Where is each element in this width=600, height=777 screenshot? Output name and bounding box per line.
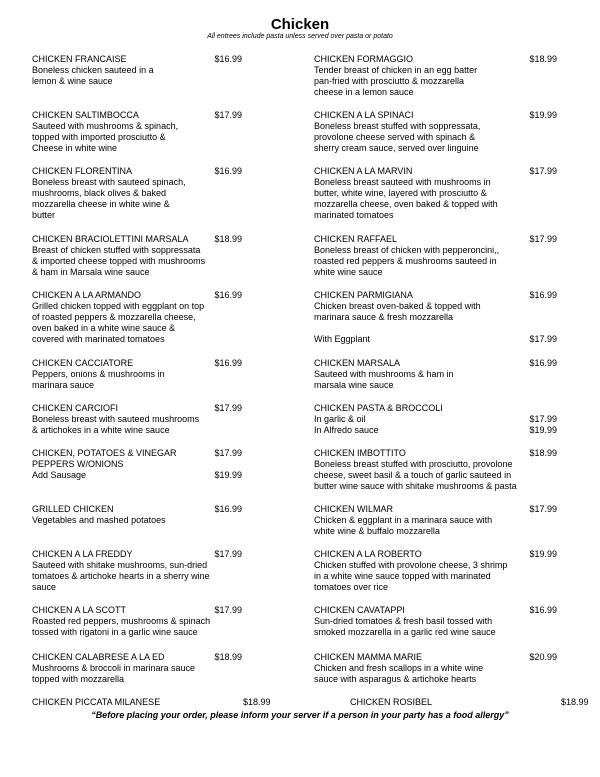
menu-item [32,290,242,345]
bottom-item-right-price: $18.99 [561,697,589,707]
menu-item-price: $16.99 [529,290,557,300]
menu-item-header [32,652,242,663]
menu-item-description-line: Boneless breast with sauteed spinach, [32,177,186,187]
menu-item-price: $17.99 [214,605,242,615]
bottom-item-left-name: CHICKEN PICCATA MILANESE [32,697,161,707]
menu-item-description-line: Sun-dried tomatoes & fresh basil tossed with [314,616,493,626]
menu-item-description-line: roasted red peppers & mushrooms sauteed in [314,256,497,266]
menu-item [314,448,557,492]
menu-item-description-line: Peppers, onions & mushrooms in [32,369,165,379]
menu-item [32,166,242,221]
menu-item-description-line: marinara sauce [32,380,95,390]
menu-item-description-line: Vegetables and mashed potatoes [32,515,166,525]
bottom-item-right-name: CHICKEN ROSIBEL [350,697,433,707]
menu-item-name: CHICKEN BRACIOLETTINI MARSALA [32,234,189,244]
menu-item-name: CHICKEN MARSALA [314,358,401,368]
menu-item-price: $19.99 [529,549,557,559]
menu-item-name: CHICKEN SALTIMBOCCA [32,110,139,120]
menu-item [32,358,242,391]
menu-item-name: CHICKEN PASTA & BROCCOLI [314,403,443,413]
menu-item-name: CHICKEN A LA ROBERTO [314,549,422,559]
page-title: Chicken [270,16,330,33]
menu-item-description-line: topped with imported prosciutto & [32,132,166,142]
menu-item-description-line: sauce [32,582,57,592]
menu-item-name: CHICKEN A LA MARVIN [314,166,413,176]
menu-item-description-line: in a white wine sauce topped with marinated [314,571,491,581]
menu-item-price: $17.99 [529,234,557,244]
menu-item-header [314,403,557,414]
menu-item-description-line: & imported cheese topped with mushrooms [32,256,206,266]
menu-item-name: CHICKEN MAMMA MARIE [314,652,423,662]
menu-item-price: $18.99 [214,234,242,244]
menu-item-description-line: smoked mozzarella in a garlic red wine sauce [314,627,496,637]
menu-item-description-line: Boneless breast stuffed with soppressata, [314,121,481,131]
menu-item [314,166,557,221]
menu-item-price: $18.99 [529,448,557,458]
menu-item-name: CHICKEN, POTATOES & VINEGAR [32,448,177,458]
menu-item-name: CHICKEN FRANCAISE [32,54,127,64]
menu-item [32,403,242,436]
menu-item-addon [32,470,242,481]
menu-item-header [32,234,242,245]
menu-item-description-line: Chicken and fresh scallops in a white wine [314,663,484,673]
menu-item-price: $16.99 [214,166,242,176]
menu-item-description-line: tomatoes & artichoke hearts in a sherry wine [32,571,210,581]
menu-item-description-line: marinara sauce & fresh mozzarella [314,312,454,322]
menu-item-description-line: Boneless breast stuffed with prosciutto, provolone [314,459,513,469]
menu-item-description-line: & artichokes in a white wine sauce [32,425,170,435]
menu-item [314,549,557,593]
menu-item-price: $17.99 [529,504,557,514]
menu-item-description-line: butter [32,210,56,220]
menu-item-name: CHICKEN CACCIATORE [32,358,134,368]
menu-item-description-line: cheese in a lemon sauce [314,87,414,97]
menu-item-price: $18.99 [214,652,242,662]
menu-item-header [314,605,557,616]
menu-item-price: $16.99 [529,605,557,615]
menu-item-price: $16.99 [214,54,242,64]
menu-item-name: CHICKEN CARCIOFI [32,403,119,413]
menu-item-price: $17.99 [214,448,242,458]
menu-item-header [32,605,242,616]
menu-item-description-line: tossed with rigatoni in a garlic wine sauce [32,627,198,637]
menu-item [32,234,242,278]
menu-item-option-price: $19.99 [529,425,557,435]
menu-item-name: CHICKEN A LA SPINACI [314,110,414,120]
menu-item-price: $17.99 [214,403,242,413]
menu-item-description-line: Chicken stuffed with provolone cheese, 3 shrimp [314,560,508,570]
menu-item-description-line: sauce with asparagus & artichoke hearts [314,674,477,684]
menu-item-description-line: & ham in Marsala wine sauce [32,267,150,277]
menu-item [32,110,242,154]
menu-item-option-label: In Alfredo sauce [314,425,379,435]
menu-item-name: GRILLED CHICKEN [32,504,114,514]
menu-item-addon [314,334,557,345]
menu-item-name: CHICKEN IMBOTTITO [314,448,406,458]
menu-item [32,448,242,481]
menu-item-name: CHICKEN WILMAR [314,504,394,514]
menu-item-price: $17.99 [529,166,557,176]
menu-item-description-line: butter wine sauce with shitake mushrooms & pasta [314,481,517,491]
menu-item-header [314,54,557,65]
menu-item-name: CHICKEN A LA SCOTT [32,605,127,615]
menu-item-description-line: Boneless chicken sauteed in a [32,65,154,75]
menu-item-header [314,448,557,459]
menu-item-header [32,504,242,515]
menu-item-description-line: covered with marinated tomatoes [32,334,165,344]
menu-item-description-line: mozzarella cheese in white wine & [32,199,170,209]
menu-item-description-line: PEPPERS W/ONIONS [32,459,124,469]
menu-item-header [32,358,242,369]
menu-item-price: $20.99 [529,652,557,662]
menu-item-description-line: of roasted peppers & mozzarella cheese, [32,312,196,322]
menu-item-addon-label: Add Sausage [32,470,87,480]
menu-item-header [314,290,557,301]
menu-item-option [314,414,557,425]
menu-item [314,290,557,345]
menu-item [314,234,557,278]
menu-item-description-line: pan-fried with prosciutto & mozzarella [314,76,465,86]
menu-item [32,652,242,685]
menu-item-header [32,166,242,177]
allergy-notice: “Before placing your order, please inform your server if a person in your party has a food allergy” [91,710,509,720]
menu-item-description-line: Tender breast of chicken in an egg batter [314,65,478,75]
menu-item-price: $16.99 [529,358,557,368]
menu-item [314,54,557,98]
menu-item-header [314,234,557,245]
menu-item [32,54,242,87]
menu-item-price: $17.99 [214,110,242,120]
menu-item-description-line: Grilled chicken topped with eggplant on top [32,301,205,311]
menu-item-header [32,290,242,301]
menu-item-addon-price: $17.99 [529,334,557,344]
menu-item-description-line: oven baked in a white wine sauce & [32,323,176,333]
menu-item-option [314,425,557,436]
menu-item-header [32,549,242,560]
menu-item-name: CHICKEN CAVATAPPI [314,605,405,615]
menu-item [32,504,242,526]
menu-item [32,549,242,593]
page-subtitle: All entrees include pasta unless served over pasta or potato [207,33,393,40]
menu-item-header [314,110,557,121]
menu-item-name: CHICKEN A LA FREDDY [32,549,133,559]
menu-item-description-line: marinated tomatoes [314,210,394,220]
menu-item-name: CHICKEN A LA ARMANDO [32,290,142,300]
menu-item-option-price: $17.99 [529,414,557,424]
menu-item-description-line: Cheese in white wine [32,143,118,153]
menu-item-description-line: Roasted red peppers, mushrooms & spinach [32,616,211,626]
menu-item [314,652,557,685]
menu-item-description-line: Chicken & eggplant in a marinara sauce with [314,515,493,525]
menu-item-header [32,54,242,65]
menu-item-price: $17.99 [214,549,242,559]
menu-item-description-line: lemon & wine sauce [32,76,113,86]
menu-item [314,504,557,537]
menu-item-addon-price: $19.99 [214,470,242,480]
menu-item-description-line: sherry cream sauce, served over linguine [314,143,479,153]
menu-item-description-line: cheese, sweet basil & a touch of garlic sauteed in [314,470,512,480]
menu-item [314,605,557,638]
menu-item-description-line: Sauteed with mushrooms & spinach, [32,121,179,131]
menu-item-header [32,403,242,414]
menu-item-price: $19.99 [529,110,557,120]
menu-item-header [32,110,242,121]
menu-item-description-line: butter, white wine, layered with prosciutto & [314,188,487,198]
menu-item-header [314,166,557,177]
menu-item-description-line: provolone cheese served with spinach & [314,132,476,142]
menu-item-name: CHICKEN FORMAGGIO [314,54,414,64]
menu-item-header [314,358,557,369]
menu-item-header [314,504,557,515]
menu-item [314,110,557,154]
menu-item-price: $18.99 [529,54,557,64]
menu-item-description-line: tomatoes over rice [314,582,389,592]
menu-item-price: $16.99 [214,504,242,514]
menu-item-name: CHICKEN CALABRESE A LA ED [32,652,165,662]
menu-item-description-line: Boneless breast with sauteed mushrooms [32,414,200,424]
menu-item-addon-label: With Eggplant [314,334,371,344]
menu-item-description-line: white wine & buffalo mozzarella [314,526,440,536]
menu-item-header [32,448,242,459]
menu-item-description-line: Breast of chicken stuffed with soppressata [32,245,201,255]
menu-item-description-line: Sauteed with shitake mushrooms, sun-dried [32,560,208,570]
menu-item [314,358,557,391]
menu-item-description-line: Boneless breast sauteed with mushrooms in [314,177,491,187]
menu-item-description-line: mushrooms, black olives & baked [32,188,167,198]
menu-item-description-line: Chicken breast oven-baked & topped with [314,301,481,311]
menu-item [314,403,557,436]
menu-item-name: CHICKEN PARMIGIANA [314,290,413,300]
menu-item-price: $16.99 [214,290,242,300]
menu-item [32,605,242,638]
menu-item-header [314,652,557,663]
menu-item-description-line: Mushrooms & broccoli in marinara sauce [32,663,196,673]
menu-item-description-line: mozzarella cheese, oven baked & topped with [314,199,498,209]
bottom-item-left-price: $18.99 [243,697,271,707]
menu-item-option-label: In garlic & oil [314,414,366,424]
menu-item-name: CHICKEN FLORENTINA [32,166,133,176]
menu-item-description-line: Boneless breast of chicken with pepperoncini,, [314,245,500,255]
menu-item-header [314,549,557,560]
menu-item-description-line: white wine sauce [314,267,383,277]
menu-item-description-line: topped with mozzarella [32,674,125,684]
menu-item-price: $16.99 [214,358,242,368]
menu-item-name: CHICKEN RAFFAEL [314,234,398,244]
menu-item-description-line: Sauteed with mushrooms & ham in [314,369,454,379]
menu-item-description-line: marsala wine sauce [314,380,394,390]
